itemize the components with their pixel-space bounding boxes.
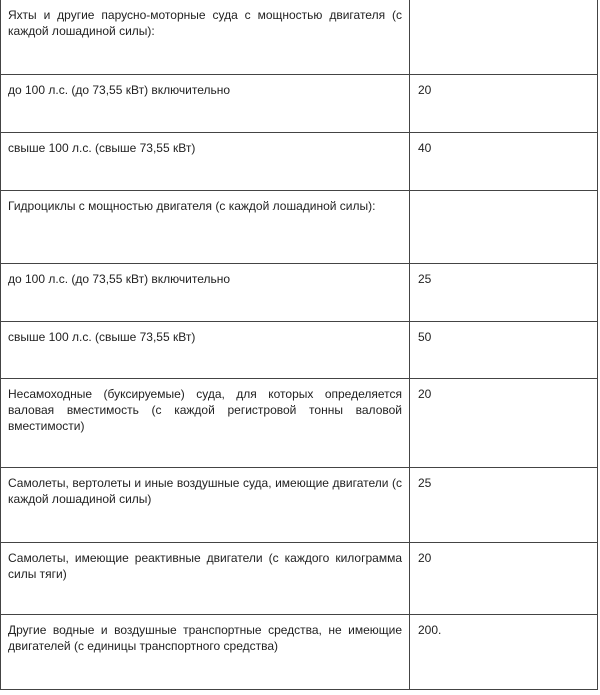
vehicle-description-cell: свыше 100 л.с. (свыше 73,55 кВт)	[1, 322, 410, 379]
table-row	[1, 191, 598, 264]
vehicle-description-cell: Яхты и другие парусно-моторные суда с мощностью двигателя (с каждой лошадиной силы):	[1, 0, 410, 75]
tax-rate-cell: 50	[410, 322, 598, 379]
tax-rate-cell	[410, 0, 598, 75]
table-row	[1, 543, 598, 615]
tax-rate-cell: 20	[410, 543, 598, 615]
table-row	[1, 468, 598, 543]
vehicle-description-cell: Самолеты, имеющие реактивные двигатели (с каждого килограмма силы тяги)	[1, 543, 410, 615]
vehicle-description-cell: Гидроциклы с мощностью двигателя (с каждой лошадиной силы):	[1, 191, 410, 264]
table-row	[1, 322, 598, 379]
table-row	[1, 75, 598, 133]
vehicle-description-cell: свыше 100 л.с. (свыше 73,55 кВт)	[1, 133, 410, 191]
table-row	[1, 264, 598, 322]
vehicle-description-cell: до 100 л.с. (до 73,55 кВт) включительно	[1, 75, 410, 133]
table-row	[1, 0, 598, 75]
table-row	[1, 615, 598, 690]
table-row	[1, 379, 598, 468]
tax-rate-cell: 200.	[410, 615, 598, 690]
vehicle-description-cell: Самолеты, вертолеты и иные воздушные суда, имеющие двигатели (с каждой лошадиной силы)	[1, 468, 410, 543]
table-row	[1, 133, 598, 191]
vehicle-description-cell: Другие водные и воздушные транспортные средства, не имеющие двигателей (с единицы транспортного средства)	[1, 615, 410, 690]
tax-rate-cell	[410, 191, 598, 264]
vehicle-description-cell: Несамоходные (буксируемые) суда, для которых определяется валовая вместимость (с каждой регистровой тонны валовой вместимости)	[1, 379, 410, 468]
tax-rate-cell: 25	[410, 468, 598, 543]
tax-rate-cell: 40	[410, 133, 598, 191]
tax-rate-cell: 20	[410, 379, 598, 468]
tax-rate-cell: 20	[410, 75, 598, 133]
tax-rate-cell: 25	[410, 264, 598, 322]
vehicle-description-cell: до 100 л.с. (до 73,55 кВт) включительно	[1, 264, 410, 322]
